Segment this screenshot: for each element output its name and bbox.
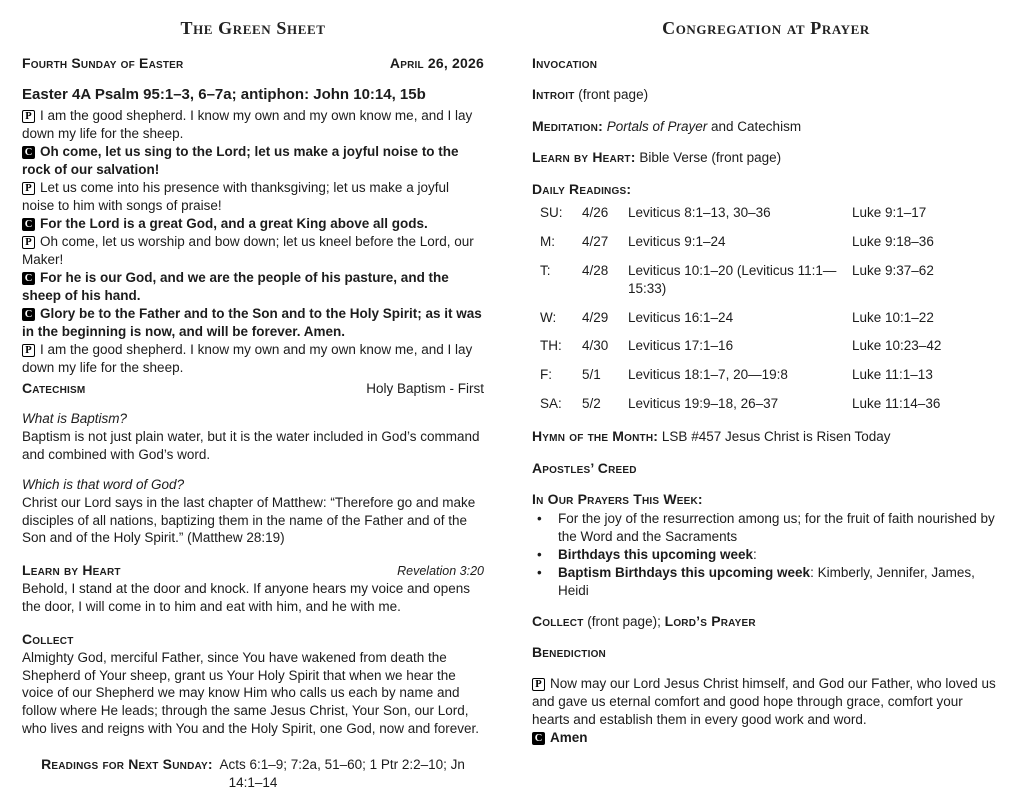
reading-date: 5/2 (582, 396, 601, 412)
psalm-line (22, 215, 484, 233)
reading-date: 4/29 (582, 309, 609, 325)
reading-ot: Leviticus 10:1–20 (Leviticus 11:1—15:33) (628, 262, 837, 296)
pastor-versicle-icon: P (22, 344, 35, 357)
catechism-header-row (22, 379, 484, 398)
reading-day: T: (540, 262, 551, 278)
learn-by-heart-reference: Revelation 3:20 (397, 564, 484, 579)
benediction-label: Benediction (532, 644, 606, 661)
psalm-line-text: Glory be to the Father and to the Son and to the Holy Spirit; as it was in the beginning is now, and will be forever. Amen. (22, 305, 482, 339)
prayer-text: For the joy of the resurrection among us; for the fruit of faith nourished by the Word and the Sacraments (558, 511, 995, 545)
congregation-response-icon: C (22, 146, 35, 159)
reading-day: SA: (540, 396, 562, 412)
psalm-line (22, 233, 484, 269)
prayer-rest: : Kimberly, Jennifer, James, Heidi (558, 565, 975, 598)
psalm-line-text: Oh come, let us worship and bow down; let us kneel before the Lord, our Maker! (22, 234, 474, 268)
lords-prayer-label: Lord’s Prayer (664, 612, 756, 629)
congregation-at-prayer-column (532, 17, 1000, 792)
meditation-book-title: Portals of Prayer (606, 118, 708, 134)
reading-day: M: (540, 233, 555, 249)
reading-nt: Luke 9:37–62 (852, 262, 934, 278)
congregation-response-icon: C (22, 218, 35, 231)
meditation-label: Meditation: (532, 117, 603, 134)
next-sunday-readings (22, 755, 484, 792)
catechism-question: What is Baptism? (22, 410, 128, 426)
reading-nt: Luke 9:1–17 (852, 204, 927, 220)
apostles-creed-label: Apostles’ Creed (532, 459, 637, 476)
next-sunday-text: Acts 6:1–9; 7:2a, 51–60; 1 Ptr 2:2–10; Jn 14:1–14 (219, 757, 465, 791)
psalm-line-text: Let us come into his presence with thanksgiving; let us make a joyful noise to him with songs of praise! (22, 180, 449, 214)
amen-text: Amen (550, 729, 588, 745)
reading-ot: Leviticus 18:1–7, 20—19:8 (628, 367, 788, 383)
bullet-icon: • (537, 547, 542, 563)
reading-date: 5/1 (582, 367, 601, 383)
prayers-label-row (532, 490, 1000, 509)
reading-nt: Luke 10:1–22 (852, 309, 934, 325)
psalm-line (22, 341, 484, 377)
reading-day: W: (540, 309, 557, 325)
reading-day: SU: (540, 204, 563, 220)
prayer-item (532, 564, 1000, 600)
meditation-rest: and Catechism (711, 118, 802, 134)
pastor-versicle-icon: P (22, 182, 35, 195)
benediction-line (532, 675, 1000, 729)
psalm-line (22, 305, 484, 341)
benediction-text: Now may our Lord Jesus Christ himself, and God our Father, who loved us and gave us eternal comfort and good hope through grace, comfort your hearts and establish them in every good work and word. (532, 675, 996, 727)
catechism-label: Catechism (22, 379, 86, 396)
psalm-line (22, 143, 484, 179)
psalm-line-text: For the Lord is a great God, and a great King above all gods. (40, 216, 428, 232)
collect-text: Almighty God, merciful Father, since You have wakened from death the Shepherd of Your sheep, grant us Your Holy Spirit that when we hear the voice of our Shepherd we may know Him who calls us each by name and follow where He leads; through the same Jesus Christ, Your Son, our Lord, who lives and reigns with You and the Holy Spirit, one God, now and forever. (22, 649, 480, 737)
introit-section (532, 85, 1000, 104)
hymn-of-month-section (532, 427, 1000, 446)
service-date: April 26, 2026 (389, 54, 484, 71)
page-title-congregation-at-prayer: Congregation at Prayer (662, 18, 870, 38)
reading-ot: Leviticus 19:9–18, 26–37 (628, 396, 779, 412)
hymn-of-month-text: LSB #457 Jesus Christ is Risen Today (661, 429, 891, 445)
prayer-text (558, 546, 757, 564)
sunday-header-row (22, 54, 484, 73)
daily-readings-table (540, 204, 1000, 414)
congregation-response-icon: C (532, 732, 545, 745)
invocation-section (532, 54, 1000, 73)
daily-readings-label: Daily Readings: (532, 180, 632, 197)
congregation-response-icon: C (22, 308, 35, 321)
reading-date: 4/30 (582, 338, 609, 354)
page-title-green-sheet: The Green Sheet (180, 18, 326, 38)
bullet-icon: • (537, 511, 542, 527)
pastor-versicle-icon: P (532, 678, 545, 691)
learn-by-heart-text: Behold, I stand at the door and knock. If anyone hears my voice and opens the door, I will come in to him and eat with him, and he with me. (22, 581, 471, 614)
daily-readings-label-row (532, 180, 1000, 199)
collect-label: Collect (22, 630, 74, 647)
reading-nt: Luke 10:23–42 (852, 338, 942, 354)
introit-label: Introit (532, 86, 575, 103)
collect-note: (front page); (587, 613, 665, 629)
catechism-answer: Baptism is not just plain water, but it is the water included in God’s command and combined with God’s word. (22, 428, 480, 462)
catechism-topic: Holy Baptism - First (366, 380, 484, 396)
learn-by-heart-text: Bible Verse (front page) (639, 150, 782, 166)
reading-date: 4/27 (582, 233, 609, 249)
prayer-item (532, 510, 1000, 546)
prayer-text (558, 564, 1000, 600)
reading-nt: Luke 11:14–36 (852, 396, 941, 412)
collect-lords-prayer-section (532, 612, 1000, 631)
reading-nt: Luke 11:1–13 (852, 367, 933, 383)
reading-ot: Leviticus 16:1–24 (628, 309, 734, 325)
psalm-line-text: I am the good shepherd. I know my own and my own know me, and I lay down my life for the sheep. (22, 108, 473, 142)
reading-nt: Luke 9:18–36 (852, 233, 934, 249)
green-sheet-column (22, 17, 484, 792)
learn-by-heart-header-row (22, 561, 484, 580)
psalm-line-text: I am the good shepherd. I know my own and my own know me, and I lay down my life for the sheep. (22, 341, 473, 375)
collect-label: Collect (532, 612, 584, 629)
catechism-question: Which is that word of God? (22, 476, 185, 492)
reading-day: F: (540, 367, 552, 383)
psalm-line (22, 179, 484, 215)
learn-by-heart-label: Learn by Heart: (532, 149, 636, 166)
prayers-this-week-label: In Our Prayers This Week: (532, 491, 703, 508)
invocation-label: Invocation (532, 54, 598, 71)
reading-ot: Leviticus 17:1–16 (628, 338, 734, 354)
psalm-heading: Easter 4A Psalm 95:1–3, 6–7a; antiphon: John 10:14, 15b (22, 85, 426, 103)
introit-note: (front page) (578, 87, 649, 103)
psalm-line (22, 107, 484, 143)
apostles-creed-section (532, 459, 1000, 478)
prayer-lead: Birthdays this upcoming week (558, 547, 754, 563)
reading-date: 4/28 (582, 262, 609, 278)
prayer-list (532, 510, 1000, 600)
psalm-line-text: For he is our God, and we are the people of his pasture, and the sheep of his hand. (22, 270, 449, 304)
hymn-of-month-label: Hymn of the Month: (532, 428, 659, 445)
benediction-section (532, 643, 1000, 662)
reading-ot: Leviticus 9:1–24 (628, 233, 726, 249)
congregation-response-icon: C (22, 272, 35, 285)
reading-ot: Leviticus 8:1–13, 30–36 (628, 204, 771, 220)
reading-date: 4/26 (582, 204, 609, 220)
catechism-answer: Christ our Lord says in the last chapter of Matthew: “Therefore go and make disciples of all nations, baptizing them in the name of the Father and of the Son and of the Holy Spirit.” (Matthew 28:19) (22, 494, 476, 546)
amen-line (532, 729, 1000, 747)
psalm-line (22, 269, 484, 305)
reading-day: TH: (540, 338, 562, 354)
learn-by-heart-section (532, 148, 1000, 167)
prayer-lead: Baptism Birthdays this upcoming week (558, 565, 811, 581)
prayer-rest: : (753, 547, 757, 563)
prayer-item (532, 546, 1000, 564)
psalm-line-text: Oh come, let us sing to the Lord; let us make a joyful noise to the rock of our salvation! (22, 144, 459, 178)
pastor-versicle-icon: P (22, 236, 35, 249)
learn-by-heart-label: Learn by Heart (22, 562, 121, 579)
bullet-icon: • (537, 565, 542, 581)
meditation-section (532, 117, 1000, 136)
sunday-title: Fourth Sunday of Easter (22, 54, 184, 71)
pastor-versicle-icon: P (22, 110, 35, 123)
next-sunday-label: Readings for Next Sunday: (41, 756, 213, 773)
